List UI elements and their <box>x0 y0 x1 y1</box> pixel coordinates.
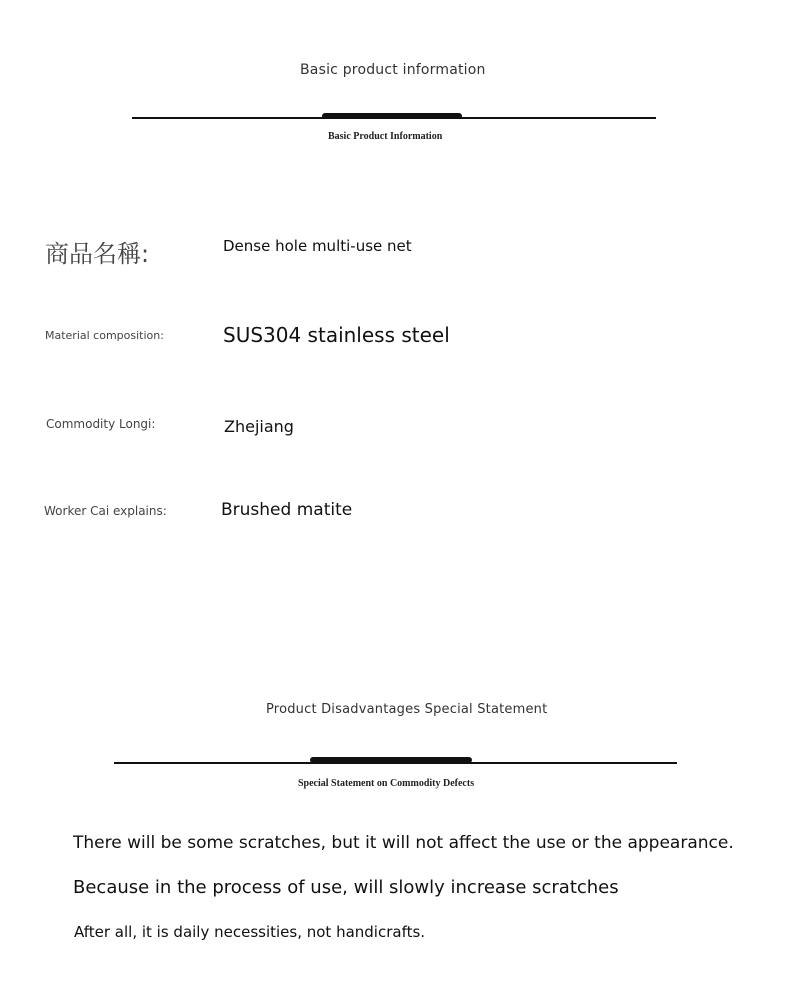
statement-line-2: Because in the process of use, will slowly increase scratches <box>73 877 619 898</box>
defects-section-subtitle: Special Statement on Commodity Defects <box>298 778 475 789</box>
basic-section-subtitle: Basic Product Information <box>328 131 443 142</box>
basic-section-title: Basic product information <box>300 62 486 78</box>
material-value: SUS304 stainless steel <box>223 323 450 347</box>
basic-section-divider-accent <box>322 113 462 119</box>
material-label: Material composition: <box>45 329 164 342</box>
statement-line-1: There will be some scratches, but it will not affect the use or the appearance. <box>73 833 734 853</box>
craft-label: Worker Cai explains: <box>44 504 167 518</box>
origin-value: Zhejiang <box>224 417 294 436</box>
defects-section-divider-accent <box>310 757 472 763</box>
craft-value: Brushed matite <box>221 500 353 520</box>
product-name-label: 商品名稱: <box>45 240 150 268</box>
origin-label: Commodity Longi: <box>46 417 156 431</box>
defects-section-title: Product Disadvantages Special Statement <box>266 702 548 717</box>
product-name-value: Dense hole multi-use net <box>223 237 412 255</box>
statement-line-3: After all, it is daily necessities, not handicrafts. <box>74 923 426 941</box>
